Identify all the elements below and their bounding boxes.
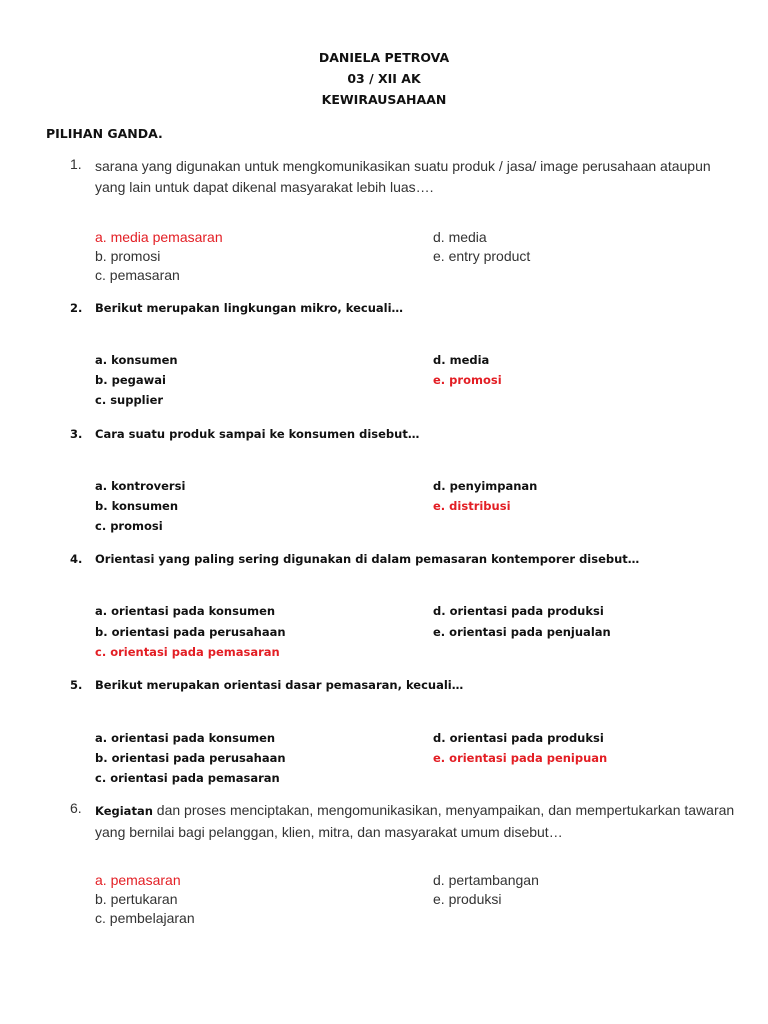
option-d: d. penyimpanan — [433, 479, 538, 493]
question-number: 5. — [70, 678, 83, 692]
document-header — [0, 47, 768, 110]
option-b: b. promosi — [95, 248, 161, 264]
option-c: c. supplier — [95, 393, 164, 407]
option-e: e. entry product — [433, 248, 531, 264]
question-number: 3. — [70, 427, 83, 441]
option-e: e. promosi — [433, 373, 502, 387]
option-c: c. promosi — [95, 519, 163, 533]
option-a: a. pemasaran — [95, 872, 181, 888]
section-title: PILIHAN GANDA. — [46, 126, 163, 141]
question-text: Berikut merupakan orientasi dasar pemasaran, kecuali… — [95, 678, 464, 692]
option-a: a. kontroversi — [95, 479, 186, 493]
option-c: c. pembelajaran — [95, 910, 195, 926]
option-b: b. konsumen — [95, 499, 179, 513]
question-number: 2. — [70, 301, 83, 315]
student-name: DANIELA PETROVA — [318, 50, 450, 65]
question-text: Berikut merupakan lingkungan mikro, kecuali… — [95, 301, 404, 315]
option-c: c. orientasi pada pemasaran — [95, 771, 280, 785]
student-class: 03 / XII AK — [347, 71, 421, 86]
option-a: a. konsumen — [95, 353, 178, 367]
question-text: sarana yang digunakan untuk mengkomunikasikan suatu produk / jasa/ image perusahaan ataupun yang lain untuk dapat dikenal masyarakat lebih luas…. — [95, 158, 711, 195]
option-d: d. pertambangan — [433, 872, 539, 888]
question-text — [95, 800, 735, 843]
question-text: Cara suatu produk sampai ke konsumen disebut… — [95, 427, 420, 441]
option-c: c. pemasaran — [95, 267, 180, 283]
option-b: b. pegawai — [95, 373, 166, 387]
question-number: 6. — [70, 800, 82, 816]
option-e: e. orientasi pada penjualan — [433, 625, 611, 639]
question-lead-word: Kegiatan — [95, 804, 153, 818]
option-a: a. orientasi pada konsumen — [95, 604, 276, 618]
subject-title: KEWIRAUSAHAAN — [321, 92, 447, 107]
question-number: 4. — [70, 552, 83, 566]
option-b: b. orientasi pada perusahaan — [95, 751, 286, 765]
option-d: d. orientasi pada produksi — [433, 604, 604, 618]
option-d: d. media — [433, 353, 490, 367]
option-d: d. orientasi pada produksi — [433, 731, 604, 745]
question-text: Orientasi yang paling sering digunakan di dalam pemasaran kontemporer disebut… — [95, 552, 640, 566]
question-number: 1. — [70, 156, 82, 172]
option-b: b. orientasi pada perusahaan — [95, 625, 286, 639]
question-body: dan proses menciptakan, mengomunikasikan, menyampaikan, dan mempertukarkan tawaran yang bernilai bagi pelanggan, klien, mitra, dan masyarakat umum disebut… — [95, 802, 735, 840]
option-a: a. media pemasaran — [95, 229, 223, 245]
option-c: c. orientasi pada pemasaran — [95, 645, 280, 659]
option-b: b. pertukaran — [95, 891, 178, 907]
option-e: e. distribusi — [433, 499, 511, 513]
option-a: a. orientasi pada konsumen — [95, 731, 276, 745]
option-d: d. media — [433, 229, 487, 245]
option-e: e. orientasi pada penipuan — [433, 751, 608, 765]
option-e: e. produksi — [433, 891, 502, 907]
